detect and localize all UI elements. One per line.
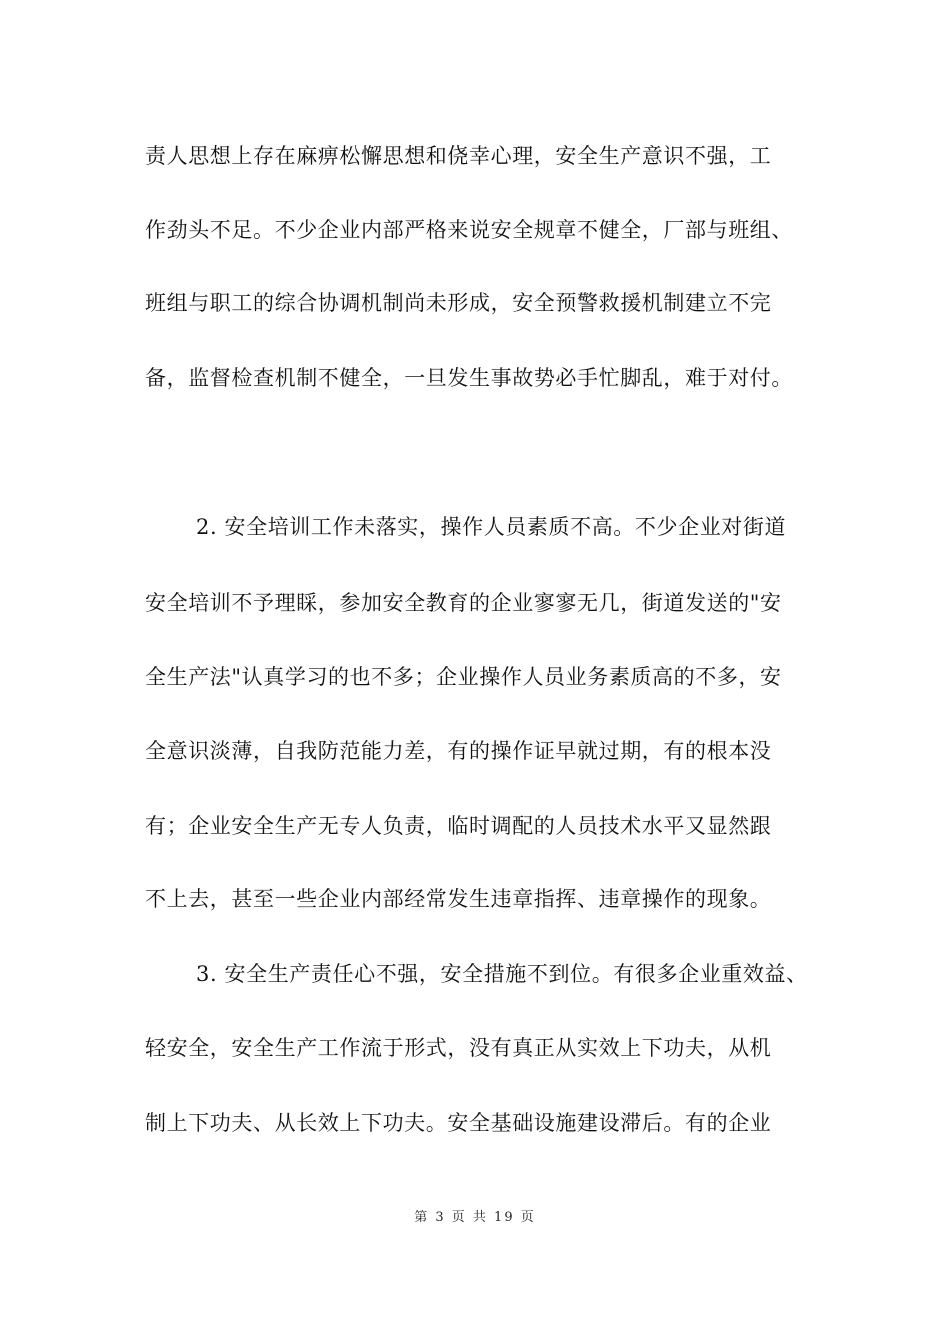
paragraph-line: 备，监督检查机制不健全，一旦发生事故势必手忙脚乱，难于对付。 [145,366,793,390]
paragraph-line: 2. 安全培训工作未落实，操作人员素质不高。不少企业对街道 [196,515,787,539]
paragraph-line: 作劲头不足。不少企业内部严格来说安全规章不健全，厂部与班组、 [145,218,793,242]
paragraph-line: 制上下功夫、从长效上下功夫。安全基础设施建设滞后。有的企业 [145,1111,772,1135]
paragraph-line: 全生产法"认真学习的也不多；企业操作人员业务素质高的不多，安 [145,665,782,689]
paragraph-line: 班组与职工的综合协调机制尚未形成，安全预警救援机制建立不完 [145,291,772,315]
paragraph-line: 责人思想上存在麻痹松懈思想和侥幸心理，安全生产意识不强，工 [145,144,772,168]
paragraph-line: 轻安全，安全生产工作流于形式，没有真正从实效上下功夫，从机 [145,1036,772,1060]
paragraph-line: 有；企业安全生产无专人负责，临时调配的人员技术水平又显然跟 [145,814,772,838]
paragraph-line: 3. 安全生产责任心不强，安全措施不到位。有很多企业重效益、 [196,962,808,986]
paragraph-line: 安全培训不予理睬，参加安全教育的企业寥寥无几，街道发送的"安 [145,591,782,615]
page-number: 第 3 页 共 19 页 [414,1210,536,1225]
paragraph-line: 不上去，甚至一些企业内部经常发生违章指挥、违章操作的现象。 [145,887,772,911]
paragraph-line: 全意识淡薄，自我防范能力差，有的操作证早就过期，有的根本没 [145,739,772,763]
